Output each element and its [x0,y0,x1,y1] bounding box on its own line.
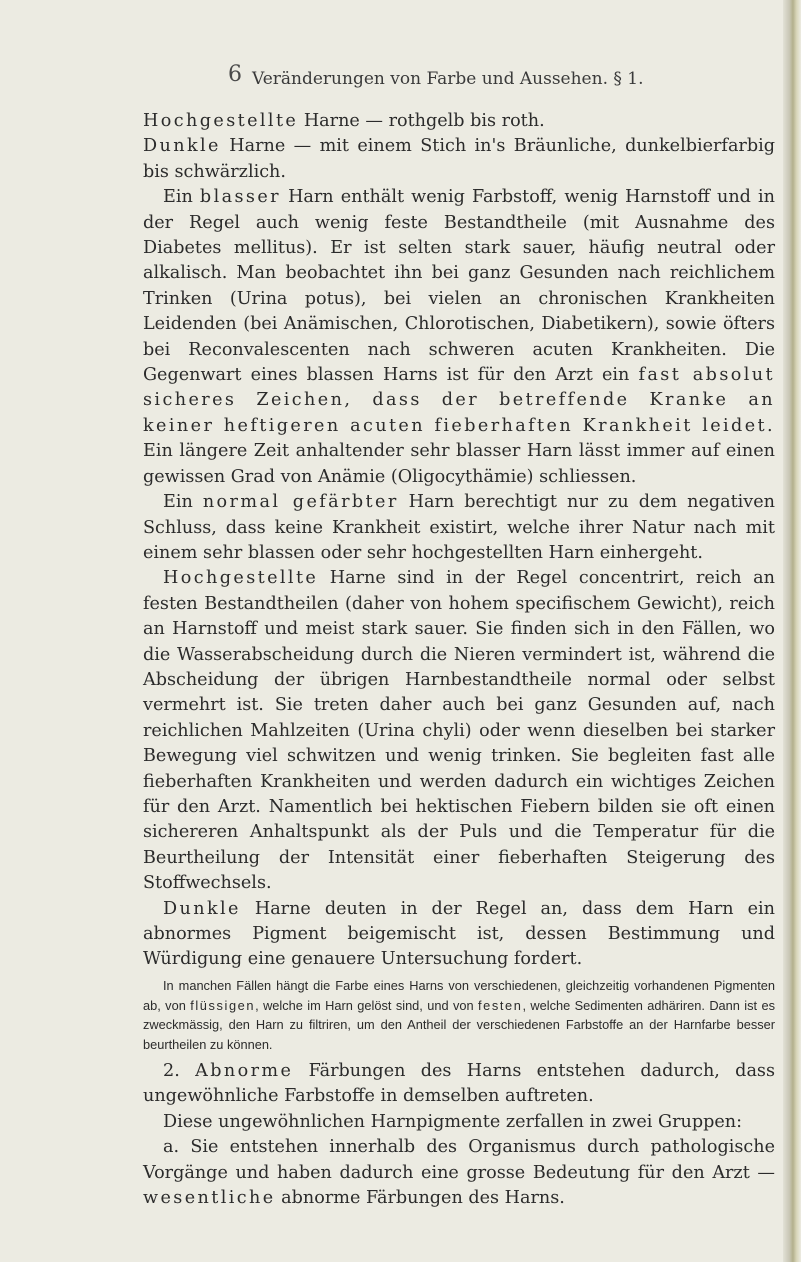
paragraph-blasser-harn: Ein blasser Harn enthält wenig Farbstoff, wenig Harnstoff und in der Regel auch wenig feste Bestandtheile (mit Ausnahme des Diabetes mellitus). Er ist selten stark sauer, häufig neutral oder alkalisch. Man beobachtet ihn bei ganz Gesunden nach reichlichem Trinken (Urina potus), bei vielen an chronischen Krankheiten Leidenden (bei Anämischen, Chlorotischen, Diabetikern), sowie öfters bei Reconvalescenten nach schweren acuten Krankheiten. Die Gegenwart eines blassen Harns ist für den Arzt ein fast absolut sicheres Zeichen, dass der betreffende Kranke an keiner heftigeren acuten fieberhaften Krankheit leidet. Ein längere Zeit anhaltender sehr blasser Harn lässt immer auf einen gewissen Grad von Anämie (Oligocythämie) schliessen. [143,187,775,487]
emphasis-term: Dunkle [163,898,241,919]
emphasis-term: festen [478,997,523,1013]
small-print-note: In manchen Fällen hängt die Farbe eines Harns von verschiedenen, gleichzeitig vorhandenen Pigmenten ab, von flüssigen, welche im Harn gelöst sind, und von festen, welche Sedimenten adhäriren. Dann ist es zweckmässig, den Harn zu filtriren, um den Antheil der verschiedenen Farbstoffe an der Harnfarbe besser beurtheilen zu können. [143,977,775,1053]
emphasis-sentence: fast absolut sicheres Zeichen, dass der betreffende Kranke an keiner heftigeren acuten fieberhaften Krankheit leidet. [143,365,775,436]
body-text [143,109,775,1211]
page-number: 6 [228,62,242,87]
emphasis-term: Hochgestellte [163,568,319,589]
page-spine-edge [783,0,801,1262]
paragraph-normal-gefaerbt: Ein normal gefärbter Harn berechtigt nur zu dem negativen Schluss, dass keine Krankheit existirt, welche ihrer Natur nach mit einem sehr blassen oder sehr hochgestellten Harn einhergeht. [143,492,775,563]
paragraph-pigment-groups: Diese ungewöhnlichen Harnpigmente zerfallen in zwei Gruppen: [163,1111,743,1132]
emphasis-term: normal gefärbter [202,492,399,513]
emphasis-term: Hochgestellte [143,111,299,131]
emphasis-term: Abnorme [195,1061,294,1081]
paragraph-abnorme-faerbungen: 2. Abnorme Färbungen des Harns entstehen dadurch, dass ungewöhnliche Farbstoffe in demselben auftreten. [143,1061,775,1107]
emphasis-term: flüssigen [190,997,256,1013]
emphasis-term: blasser [199,187,281,208]
paragraph-group-a: a. Sie entstehen innerhalb des Organismus durch pathologische Vorgänge und haben dadurch eine grosse Bedeutung für den Arzt — wesentliche abnorme Färbungen des Harns. [143,1137,775,1209]
emphasis-term: wesentliche [143,1188,276,1209]
running-header [228,60,668,92]
running-title: Veränderungen von Farbe und Aussehen. § 1. [252,69,644,89]
paragraph-dunkle-definition: Dunkle Harne — mit einem Stich in's Bräunliche, dunkelbierfarbig bis schwärzlich. [143,136,775,182]
emphasis-term: Dunkle [143,136,221,157]
paragraph-hochgestellte-harne: Hochgestellte Harne sind in der Regel concentrirt, reich an festen Bestandtheilen (daher von hohem specifischem Gewicht), reich an Harnstoff und meist stark sauer. Sie finden sich in den Fällen, wo die Wasserabscheidung durch die Nieren vermindert ist, während die Abscheidung der übrigen Harnbestandtheile normal oder selbst vermehrt ist. Sie treten daher auch bei ganz Gesunden auf, nach reichlichen Mahlzeiten (Urina chyli) oder wenn dieselben bei starker Bewegung viel schwitzen und wenig trinken. Sie begleiten fast alle fieberhaften Krankheiten und werden dadurch ein wichtiges Zeichen für den Arzt. Namentlich bei hektischen Fiebern bilden sie oft einen sichereren Anhaltspunkt als der Puls und die Temperatur für die Beurtheilung der Intensität einer fieberhaften Steigerung des Stoffwechsels. [143,568,775,894]
paragraph-dunkle-harne: Dunkle Harne deuten in der Regel an, dass dem Harn ein abnormes Pigment beigemischt ist, dessen Bestimmung und Würdigung eine genauere Untersuchung fordert. [143,898,775,970]
paragraph-hochgestellte-definition: Hochgestellte Harne — rothgelb bis roth. [143,111,545,131]
